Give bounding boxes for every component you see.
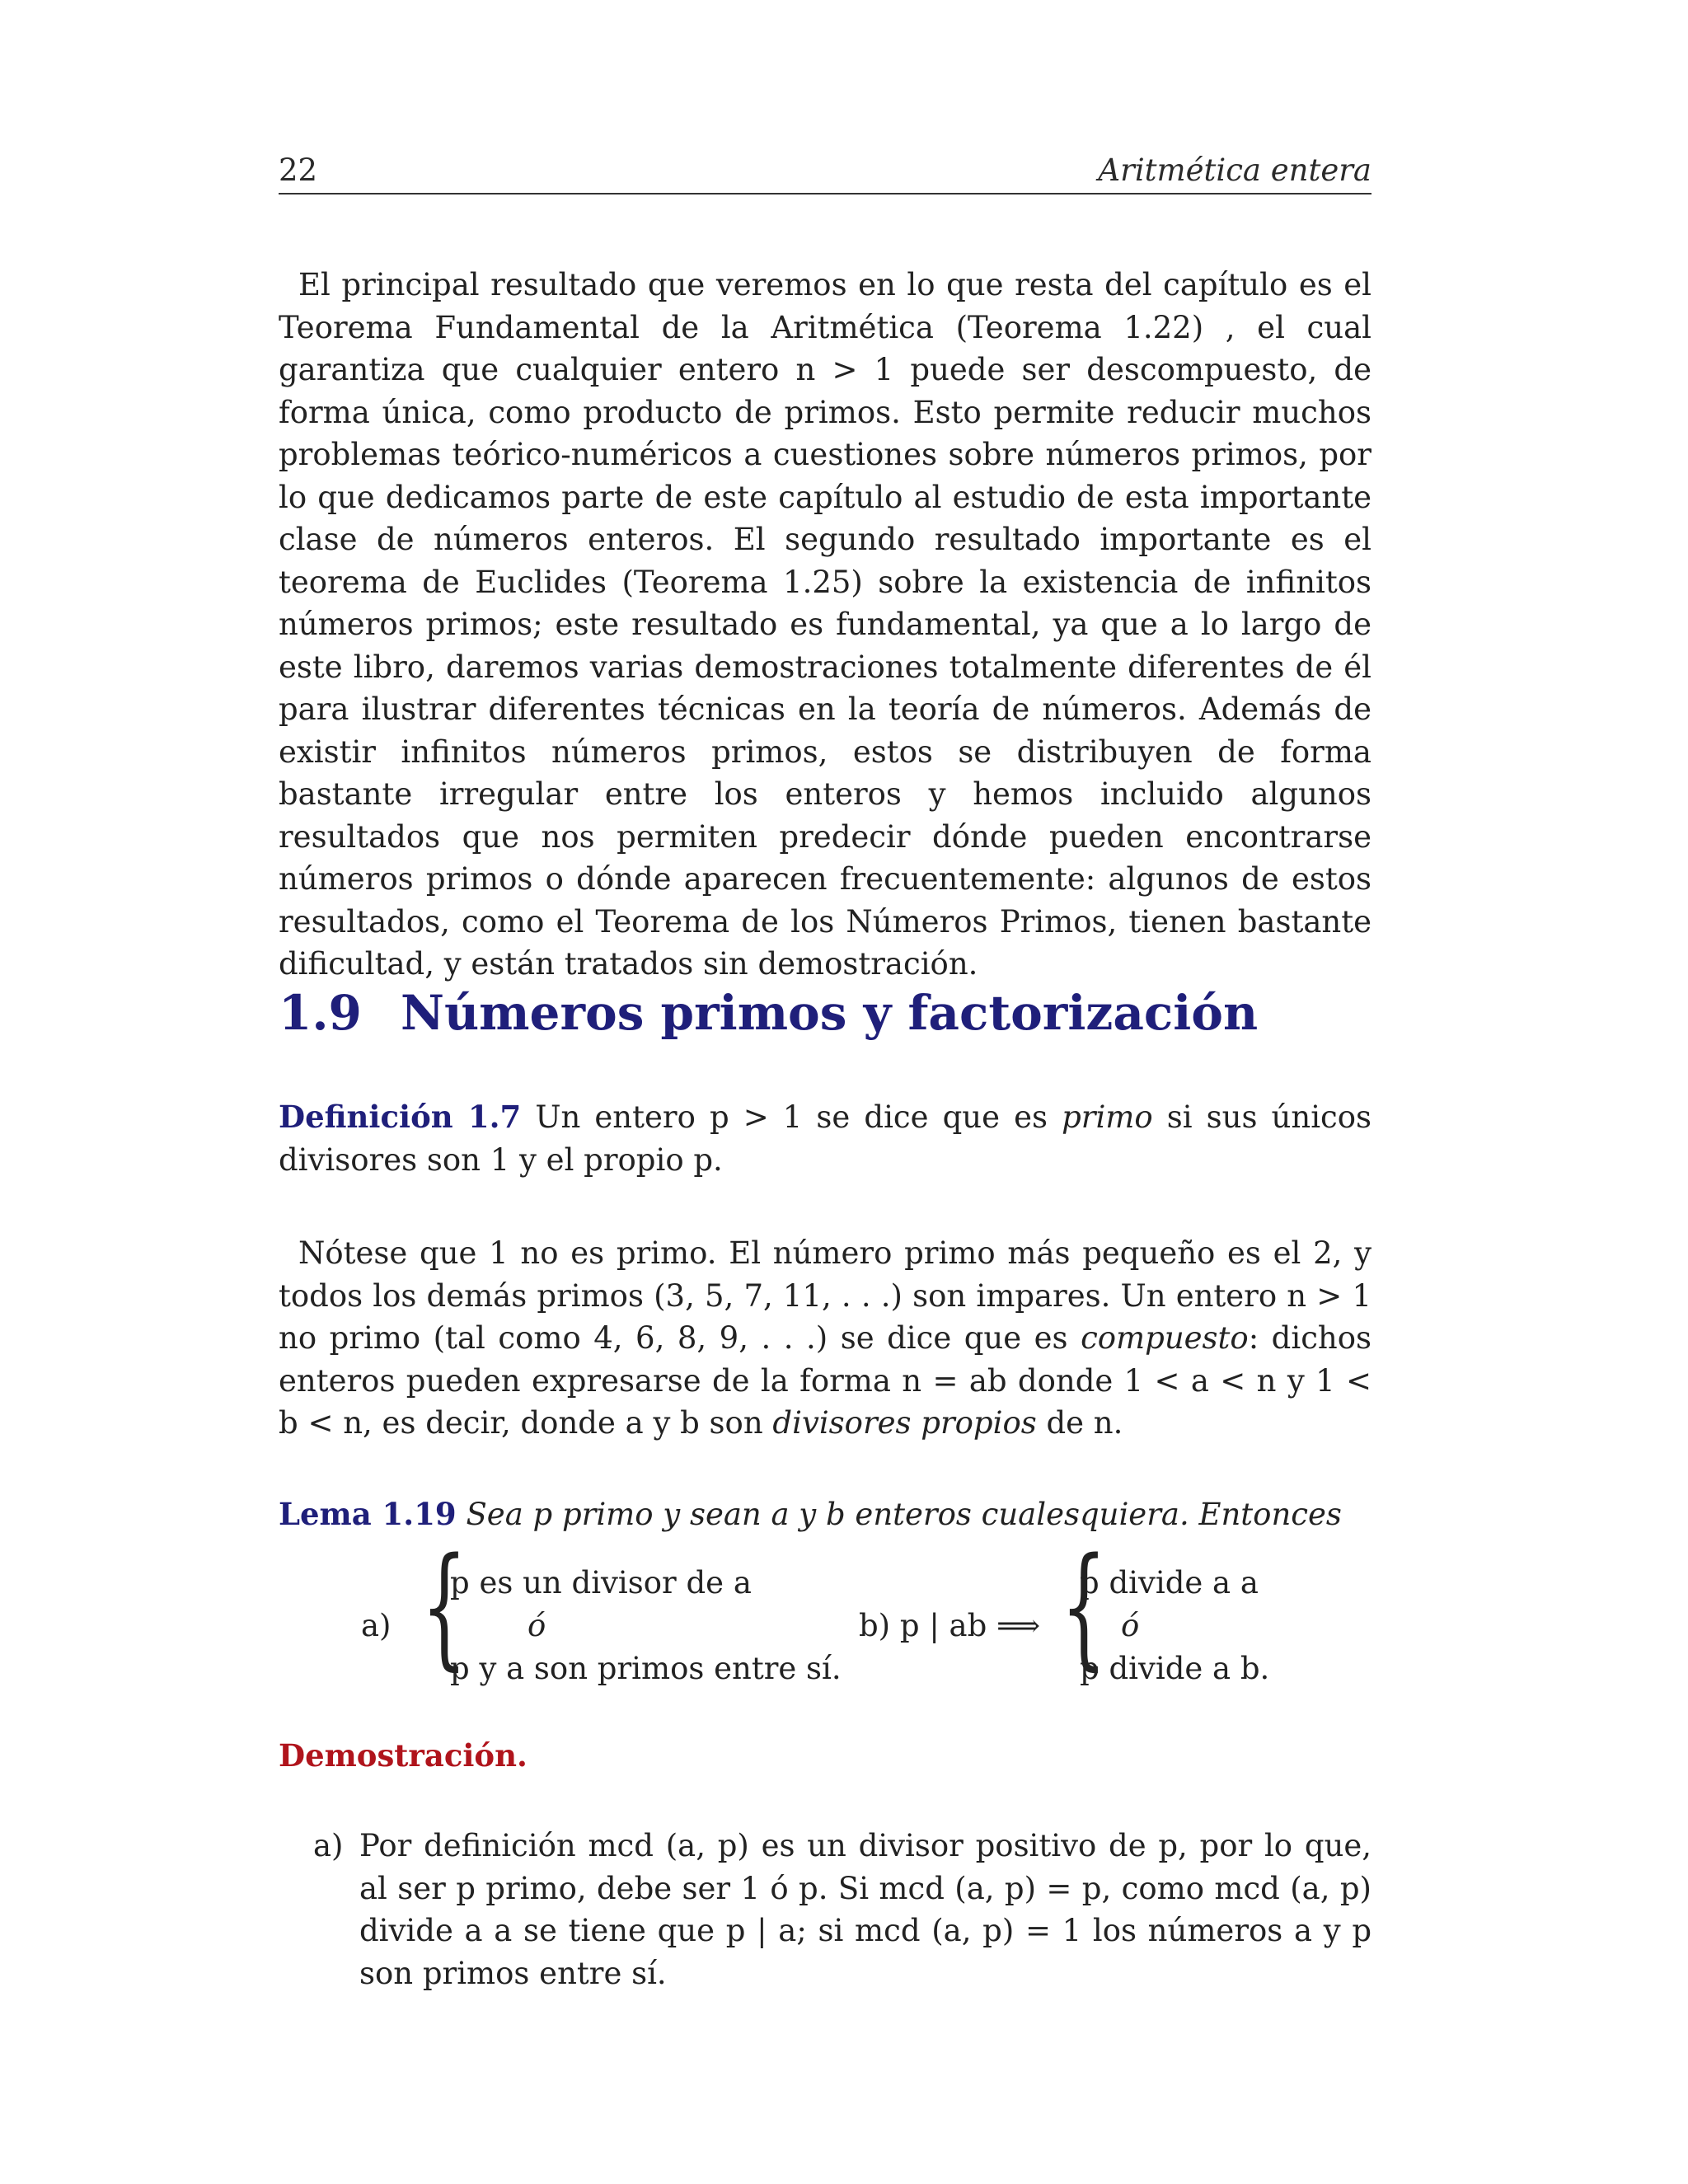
- part-a-line-3: p y a son primos entre sí.: [450, 1651, 842, 1686]
- term-divisores-propios: divisores propios: [772, 1405, 1037, 1441]
- definition-block: [279, 1096, 1372, 1181]
- definition-text-end: si sus únicos divisores son 1 y el propio p.: [279, 1099, 1372, 1178]
- part-a-line-1: p es un divisor de a: [450, 1565, 752, 1601]
- part-b-line-2: ó: [1121, 1608, 1140, 1643]
- part-b-line-1: p divide a a: [1080, 1565, 1259, 1601]
- note-text: Nótese que 1 no es primo. El número primo más pequeño es el 2, y todos los demás primos (3, 5, 7, 11, . . .) son impares. Un entero n > 1 no primo (tal como 4, 6, 8, 9, . . .) se dice que es: [279, 1235, 1372, 1356]
- right-brace-icon: {: [1060, 1529, 1107, 1683]
- lemma-label: Lema 1.19: [279, 1496, 457, 1532]
- lemma-part-a: [361, 1529, 842, 1694]
- running-title: Aritmética entera: [1098, 152, 1372, 188]
- definition-text: Un entero p > 1 se dice que es: [521, 1099, 1062, 1135]
- definition-term: primo: [1062, 1099, 1153, 1135]
- proof-label: Demostración.: [279, 1737, 528, 1774]
- term-compuesto: compuesto: [1081, 1320, 1249, 1356]
- part-b-line-3: p divide a b.: [1080, 1651, 1270, 1686]
- part-a-line-2: ó: [528, 1608, 546, 1643]
- section-heading: [279, 985, 1258, 1041]
- page-number: 22: [279, 152, 318, 188]
- section-number: 1.9: [279, 985, 362, 1041]
- note-paragraph: [279, 1232, 1372, 1445]
- intro-paragraph: El principal resultado que veremos en lo que resta del capítulo es el Teorema Fundamental de la Aritmética (Teorema 1.22) , el cual garantiza que cualquier entero n > 1 puede ser descompuesto, de forma única, como producto de primos. Esto permite reducir muchos problemas teórico-numéricos a cuestiones sobre números primos, por lo que dedicamos parte de este capítulo al estudio de esta importante clase de números enteros. El segundo resultado importante es el teorema de Euclides (Teorema 1.25) sobre la existencia de infinitos números primos; este resultado es fundamental, ya que a lo largo de este libro, daremos varias demostraciones totalmente diferentes de él para ilustrar diferentes técnicas en la teoría de números. Además de existir infinitos números primos, estos se distribuyen de forma bastante irregular entre los enteros y hemos incluido algunos resultados que nos permiten predecir dónde pueden encontrarse números primos o dónde aparecen frecuentemente: algunos de estos resultados, como el Teorema de los Números Primos, tienen bastante dificultad, y están tratados sin demostración.: [279, 267, 1372, 982]
- lemma-statement: Sea p primo y sean a y b enteros cualesquiera. Entonces: [466, 1497, 1342, 1532]
- section-title: Números primos y factorización: [401, 985, 1259, 1041]
- part-a-label: a): [361, 1608, 392, 1643]
- part-b-label: b) p | ab ⟹: [859, 1608, 1041, 1643]
- left-brace-icon: {: [420, 1529, 467, 1683]
- lemma-part-b: [859, 1529, 1353, 1694]
- page-header: [279, 152, 1372, 194]
- note-text-2: : dichos enteros pueden expresarse de la forma n = ab donde 1 < a < n y 1 < b < n, es decir, donde a y b son: [279, 1320, 1372, 1441]
- proof-item-a: [313, 1825, 1372, 1994]
- definition-label: Definición 1.7: [279, 1099, 522, 1135]
- proof-item-marker: a): [313, 1828, 344, 1863]
- proof-item-text: Por definición mcd (a, p) es un divisor positivo de p, por lo que, al ser p primo, debe ser 1 ó p. Si mcd (a, p) = p, como mcd (a, p) divide a a se tiene que p | a; si mcd (a, p) = 1 los números a y p son primos entre sí.: [359, 1828, 1372, 1991]
- note-text-3: de n.: [1036, 1405, 1123, 1441]
